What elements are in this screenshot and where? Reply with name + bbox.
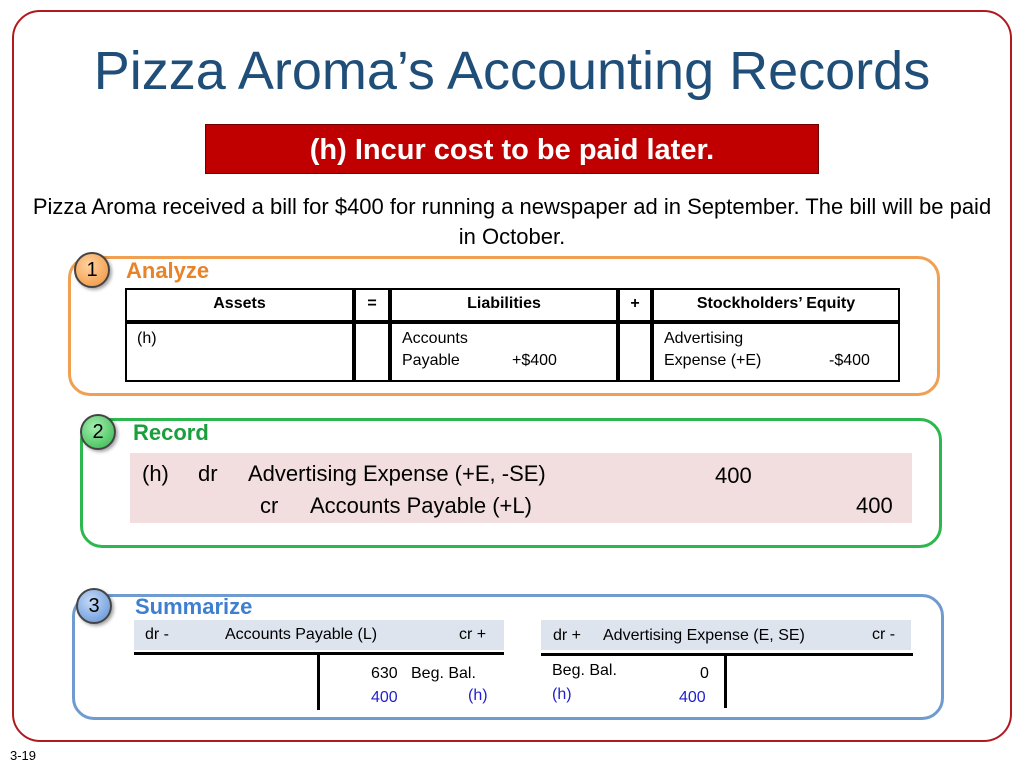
debit-account: Advertising Expense (+E, -SE)	[248, 461, 546, 486]
step-3-badge: 3	[76, 588, 112, 624]
equity-cell	[652, 322, 900, 382]
entry-ref: (h)	[142, 461, 169, 486]
equity-line-1: Advertising	[664, 330, 744, 347]
adv-account-title: Advertising Expense (E, SE)	[603, 627, 805, 644]
summarize-label: Summarize	[135, 594, 253, 619]
equals-header: =	[354, 288, 390, 322]
ap-dr-label: dr -	[145, 626, 169, 643]
ap-cr-label: cr +	[459, 626, 487, 643]
journal-entry	[130, 453, 912, 523]
ap-h-amount: 400	[371, 689, 398, 706]
adv-t-horizontal	[541, 653, 913, 656]
equity-header: Stockholders’ Equity	[652, 288, 900, 322]
transaction-description: Pizza Aroma received a bill for $400 for running a newspaper ad in September. The bill will be paid in October.	[32, 194, 992, 249]
equity-line-2: Expense (+E)	[664, 352, 762, 369]
credit-amount: 400	[856, 493, 893, 518]
liabilities-line-2: Payable	[402, 352, 460, 369]
slide-title: Pizza Aroma’s Accounting Records	[93, 41, 931, 101]
transaction-banner: (h) Incur cost to be paid later.	[205, 124, 819, 174]
record-label: Record	[133, 420, 209, 445]
ap-account-title: Accounts Payable (L)	[225, 626, 378, 643]
adv-beg-label: Beg. Bal.	[552, 662, 617, 679]
analyze-label: Analyze	[126, 258, 210, 283]
liabilities-line-1: Accounts	[402, 330, 468, 347]
adv-h-amount: 400	[679, 689, 706, 706]
equals-cell	[354, 322, 390, 382]
equity-amount: -$400	[829, 352, 870, 369]
step-2-badge: 2	[80, 414, 116, 450]
assets-cell-text: (h)	[137, 330, 157, 347]
page-number: 3-19	[10, 748, 37, 763]
debit-marker: dr	[198, 461, 218, 486]
step-1-badge: 1	[74, 252, 110, 288]
adv-dr-label: dr +	[553, 627, 582, 644]
liabilities-header: Liabilities	[390, 288, 618, 322]
ap-h-label: (h)	[468, 687, 488, 704]
adv-cr-label: cr -	[872, 626, 896, 643]
credit-account: Accounts Payable (+L)	[310, 493, 532, 518]
adv-h-label: (h)	[552, 686, 572, 703]
assets-cell	[125, 322, 354, 382]
debit-amount: 400	[715, 463, 752, 488]
assets-header: Assets	[125, 288, 354, 322]
credit-marker: cr	[260, 493, 279, 518]
ap-beg-label: Beg. Bal.	[411, 665, 476, 682]
plus-cell	[618, 322, 652, 382]
ap-beg-amount: 630	[371, 665, 398, 682]
plus-header: +	[618, 288, 652, 322]
liabilities-cell	[390, 322, 618, 382]
adv-beg-amount: 0	[700, 665, 709, 682]
adv-t-vertical	[724, 656, 727, 708]
ap-t-vertical	[317, 655, 320, 710]
liabilities-amount: +$400	[512, 352, 557, 369]
